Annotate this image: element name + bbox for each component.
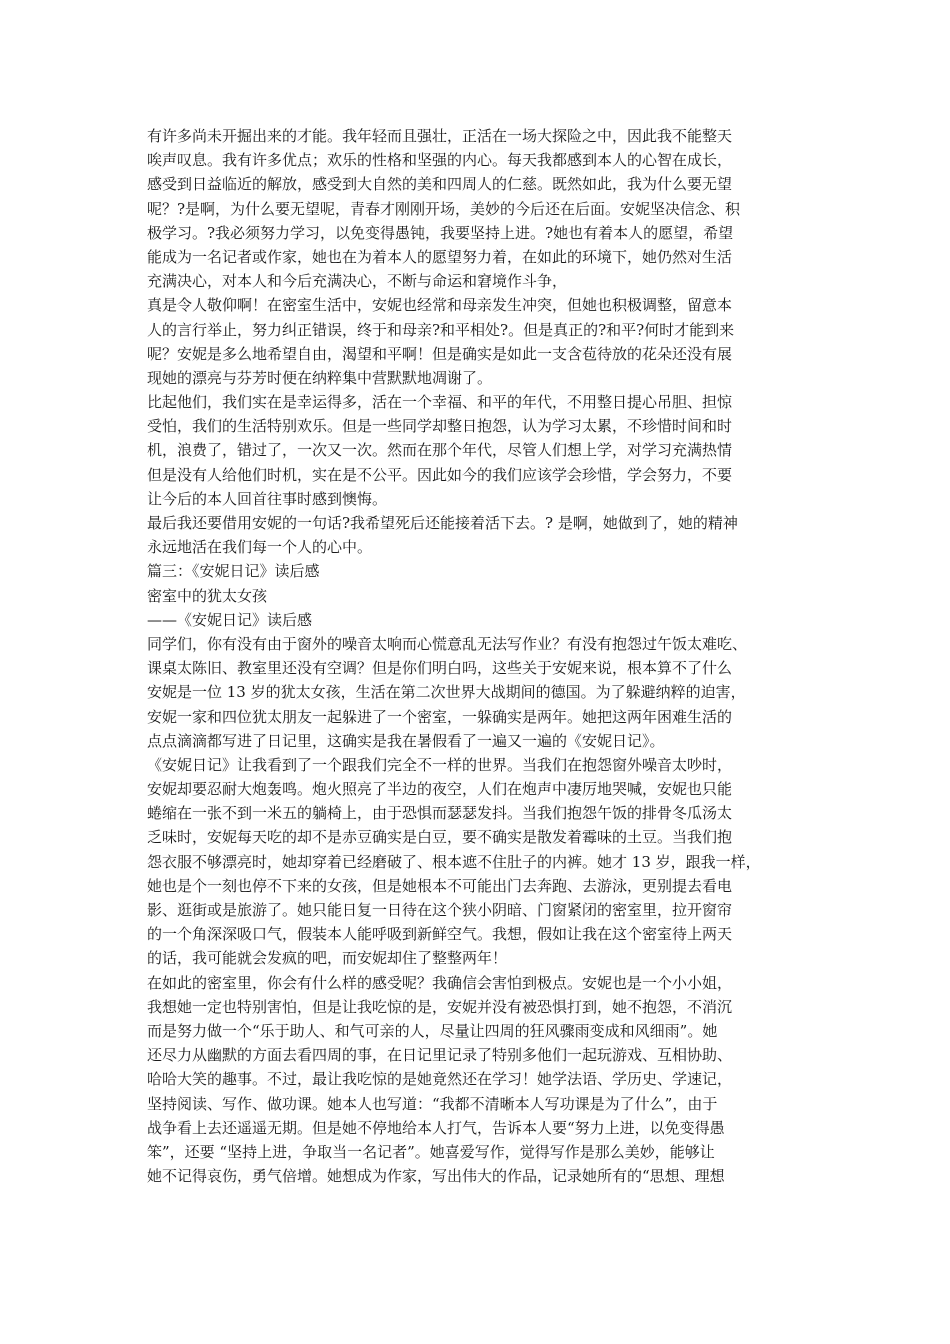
text-line: 充满决心，对本人和今后充满决心，不断与命运和窘境作斗争， [147, 272, 568, 291]
text-line: 点点滴滴都写进了日记里，这确实是我在暑假看了一遍又一遍的《安妮日记》。 [147, 731, 665, 750]
text-line: 最后我还要借用安妮的一句话?我希望死后还能接着活下去。? 是啊，她做到了，她的精神 [147, 514, 738, 532]
text-line: 在如此的密室里，你会有什么样的感受呢？我确信会害怕到极点。安妮也是一个小小姐， [147, 973, 733, 992]
text-line: 安妮一家和四位犹太朋友一起躲进了一个密室，一躲确实是两年。她把这两年困难生活的 [147, 707, 733, 726]
text-line: 机，浪费了，错过了，一次又一次。然而在那个年代，尽管人们想上学，对学习充满热情 [147, 441, 733, 460]
text-line: 受怕，我们的生活特别欢乐。但是一些同学却整日抱怨，认为学习太累，不珍惜时间和时 [147, 417, 733, 436]
text-line: 呢？?是啊，为什么要无望呢，青春才刚刚开场，美妙的今后还在后面。安妮坚决信念、积 [147, 199, 741, 218]
text-line: 战争看上去还遥遥无期。但是她不停地给本人打气，告诉本人要“努力上进，以免变得愚 [147, 1118, 725, 1137]
text-line: 呢？安妮是多么地希望自由，渴望和平啊！但是确实是如此一支含苞待放的花朵还没有展 [147, 344, 733, 363]
text-line: 有许多尚未开掘出来的才能。我年轻而且强壮，正活在一场大探险之中，因此我不能整天 [147, 127, 733, 145]
text-line: 现她的漂亮与芬芳时便在纳粹集中营默默地凋谢了。 [147, 368, 493, 387]
text-line: 永远地活在我们每一个人的心中。 [147, 538, 373, 557]
text-line: 安妮是一位 13 岁的犹太女孩，生活在第二次世界大战期间的德国。为了躲避纳粹的迫害， [147, 683, 746, 702]
text-line: 的一个角深深吸口气，假装本人能呼吸到新鲜空气。我想，假如让我在这个密室待上两天 [147, 925, 733, 944]
text-line: 比起他们，我们实在是幸运得多，活在一个幸福、和平的年代，不用整日提心吊胆、担惊 [147, 393, 733, 412]
text-line: 篇三：《安妮日记》读后感 [147, 562, 320, 581]
text-line: 感受到日益临近的解放，感受到大自然的美和四周人的仁慈。既然如此，我为什么要无望 [147, 175, 733, 194]
text-line: 影、逛街或是旅游了。她只能日复一日待在这个狭小阴暗、门窗紧闭的密室里，拉开窗帘 [147, 901, 733, 919]
text-line: ——《安妮日记》读后感 [147, 610, 313, 629]
text-line: 还尽力从幽默的方面去看四周的事，在日记里记录了特别多他们一起玩游戏、互相协助、 [147, 1046, 733, 1065]
text-line: 安妮却要忍耐大炮轰鸣。炮火照亮了半边的夜空，人们在炮声中凄厉地哭喊，安妮也只能 [147, 780, 733, 799]
text-line: 《安妮日记》让我看到了一个跟我们完全不一样的世界。当我们在抱怨窗外噪音太吵时， [147, 755, 733, 774]
text-line: 但是没有人给他们时机，实在是不公平。因此如今的我们应该学会珍惜，学会努力，不要 [147, 465, 733, 484]
text-line: 的话，我可能就会发疯的吧，而安妮却住了整整两年！ [147, 949, 508, 968]
text-line: 怨衣服不够漂亮时，她却穿着已经磨破了、根本遮不住肚子的内裤。她才 13 岁，跟我一样， [147, 852, 761, 871]
text-line: 极学习。?我必须努力学习，以免变得愚钝，我要坚持上进。?她也有着本人的愿望，希望 [147, 223, 734, 242]
text-line: 乏味时，安妮每天吃的却不是赤豆确实是白豆，要不确实是散发着霉味的土豆。当我们抱 [147, 828, 733, 847]
text-line: 她不记得哀伤，勇气倍增。她想成为作家，写出伟大的作品，记录她所有的“思想、理想 [147, 1167, 725, 1186]
text-line: 真是令人敬仰啊！在密室生活中，安妮也经常和母亲发生冲突，但她也积极调整，留意本 [147, 296, 733, 315]
text-line: 哈哈大笑的趣事。不过，最让我吃惊的是她竟然还在学习！她学法语、学历史、学速记， [147, 1070, 733, 1089]
text-line: 让今后的本人回首往事时感到懊悔。 [147, 489, 388, 508]
text-line: 而是努力做一个“乐于助人、和气可亲的人，尽量让四周的狂风骤雨变成和风细雨”。她 [147, 1021, 718, 1040]
text-line: 课桌太陈旧、教室里还没有空调？但是你们明白吗，这些关于安妮来说，根本算不了什么 [147, 659, 733, 678]
text-line: 能成为一名记者或作家，她也在为着本人的愿望努力着，在如此的环境下，她仍然对生活 [147, 247, 733, 266]
text-line: 密室中的犹太女孩 [147, 586, 268, 605]
text-line: 人的言行举止，努力纠正错误，终于和母亲?和平相处?。但是真正的?和平?何时才能到来 [147, 320, 735, 339]
text-line: 她也是个一刻也停不下来的女孩，但是她根本不可能出门去奔跑、去游泳，更别提去看电 [147, 876, 733, 895]
text-line: 蜷缩在一张不到一米五的躺椅上，由于恐惧而瑟瑟发抖。当我们抱怨午饭的排骨冬瓜汤太 [147, 804, 733, 823]
document-body [147, 124, 827, 1188]
text-line: 同学们，你有没有由于窗外的噪音太响而心慌意乱无法写作业？有没有抱怨过午饭太难吃、 [147, 634, 748, 653]
text-line: 唉声叹息。我有许多优点；欢乐的性格和坚强的内心。每天我都感到本人的心智在成长， [147, 151, 733, 170]
text-line: 坚持阅读、写作、做功课。她本人也写道：“我都不清晰本人写功课是为了什么”，由于 [147, 1094, 718, 1113]
text-line: 我想她一定也特别害怕，但是让我吃惊的是，安妮并没有被恐惧打到，她不抱怨，不消沉 [147, 997, 733, 1016]
text-line: 笨”，还要 “坚持上进，争取当一名记者”。她喜爱写作，觉得写作是那么美妙，能够让 [147, 1142, 715, 1161]
